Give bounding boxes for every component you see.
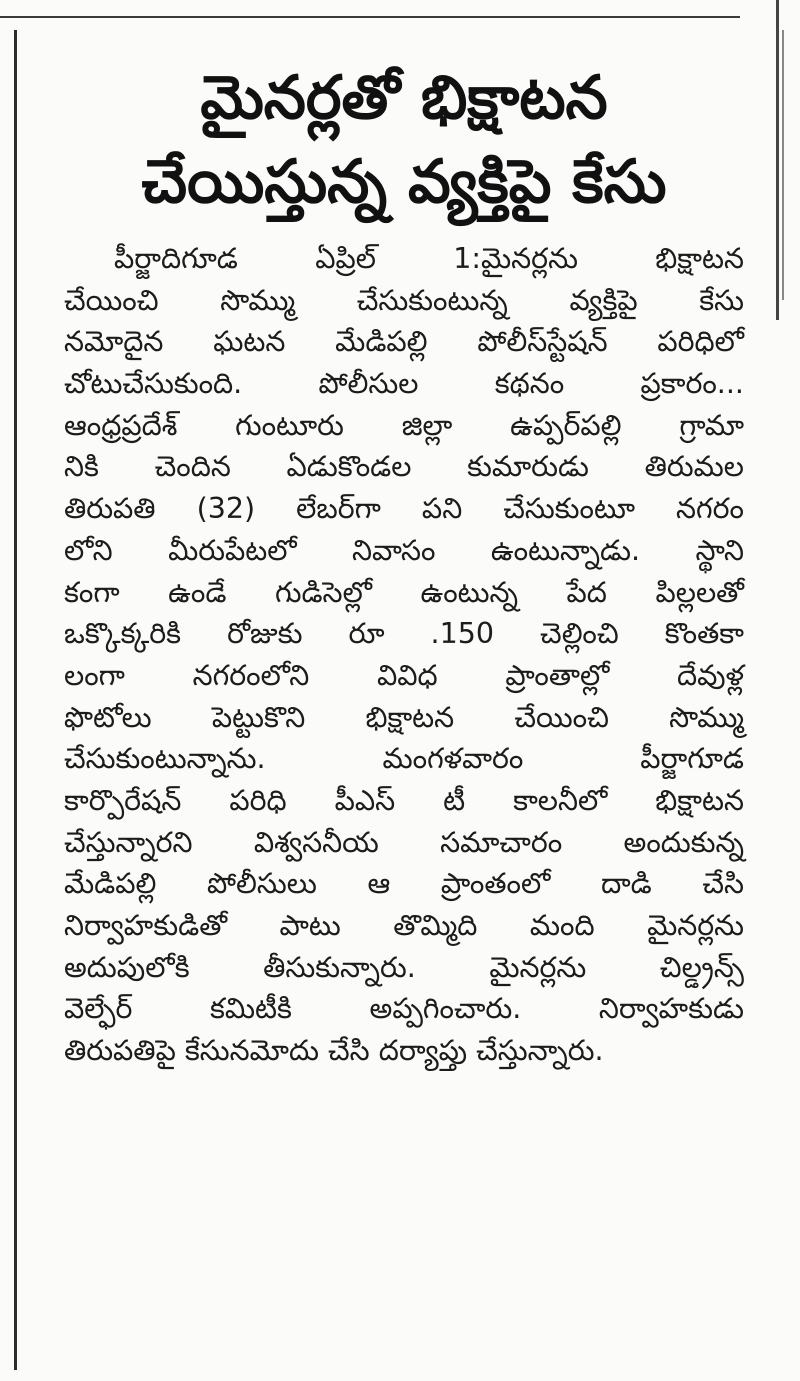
body-line: చేసుకుంటున్నాను. మంగళవారం పీర్జాగూడ (64, 742, 744, 776)
body-line: అదుపులోకి తీసుకున్నారు. మైనర్లను చిల్డ్రన్స్ (64, 950, 744, 984)
previous-article-strip (0, 0, 740, 18)
body-line: నిర్వాహకుడితో పాటు తొమ్మిది మంది మైనర్లను (64, 909, 744, 942)
body-line: తిరుపతిపై కేసునమోదు చేసి దర్యాప్తు చేస్తున్నారు. (64, 1034, 604, 1068)
body-line: వెల్ఫేర్ కమిటీకి అప్పగించారు. నిర్వాహకుడు (64, 992, 744, 1026)
body-line: నమోదైన ఘటన మేడిపల్లి పోలీస్‌స్టేషన్ పరిధిలో (64, 325, 744, 359)
article-body (64, 238, 744, 1072)
body-line: తిరుపతి (32) లేబర్‌గా పని చేసుకుంటూ నగరం (64, 492, 744, 526)
news-article (64, 56, 744, 1072)
body-line: ఆంధ్రప్రదేశ్ గుంటూరు జిల్లా ఉప్పర్‌పల్లి గ్రామా (64, 408, 744, 442)
body-line: చోటుచేసుకుంది. పోలీసుల కథనం ప్రకారం... (64, 367, 744, 401)
article-headline (64, 56, 744, 224)
headline-line-1: మైనర్లతో భిక్షాటన (200, 63, 608, 133)
headline-line-2: చేయిస్తున్న వ్యక్తిపై కేసు (141, 147, 667, 217)
body-line: లోని మీరుపేటలో నివాసం ఉంటున్నాడు. స్థాని (64, 533, 744, 567)
column-rule-right (776, 0, 779, 320)
body-line: పీర్జాదిగూడ ఏప్రిల్ 1:మైనర్లను భిక్షాటన (114, 242, 744, 275)
body-line: కంగా ఉండే గుడిసెల్లో ఉంటున్న పేద పిల్లలతో (64, 575, 744, 609)
body-line: ఒక్కొక్కరికి రోజుకు రూ .150 చెల్లించి కొంతకా (64, 617, 744, 651)
column-rule-left (14, 30, 17, 1370)
body-line: నికి చెందిన ఏడుకొండల కుమారుడు తిరుమల (64, 450, 744, 484)
body-line: ఫొటోలు పెట్టుకొని భిక్షాటన చేయించి సొమ్ము (64, 700, 744, 734)
body-line: కార్పొరేషన్ పరిధి పీఎస్ టీ కాలనీలో భిక్షాటన (64, 783, 744, 817)
body-line: చేయించి సొమ్ము చేసుకుంటున్న వ్యక్తిపై కేసు (64, 283, 744, 317)
body-line: చేస్తున్నారని విశ్వసనీయ సమాచారం అందుకున్న (64, 825, 744, 859)
body-line: మేడిపల్లి పోలీసులు ఆ ప్రాంతంలో దాడి చేసి (64, 867, 744, 901)
body-line: లంగా నగరంలోని వివిధ ప్రాంతాల్లో దేవుళ్ల (64, 658, 744, 692)
column-rule-right-inner (782, 30, 784, 300)
